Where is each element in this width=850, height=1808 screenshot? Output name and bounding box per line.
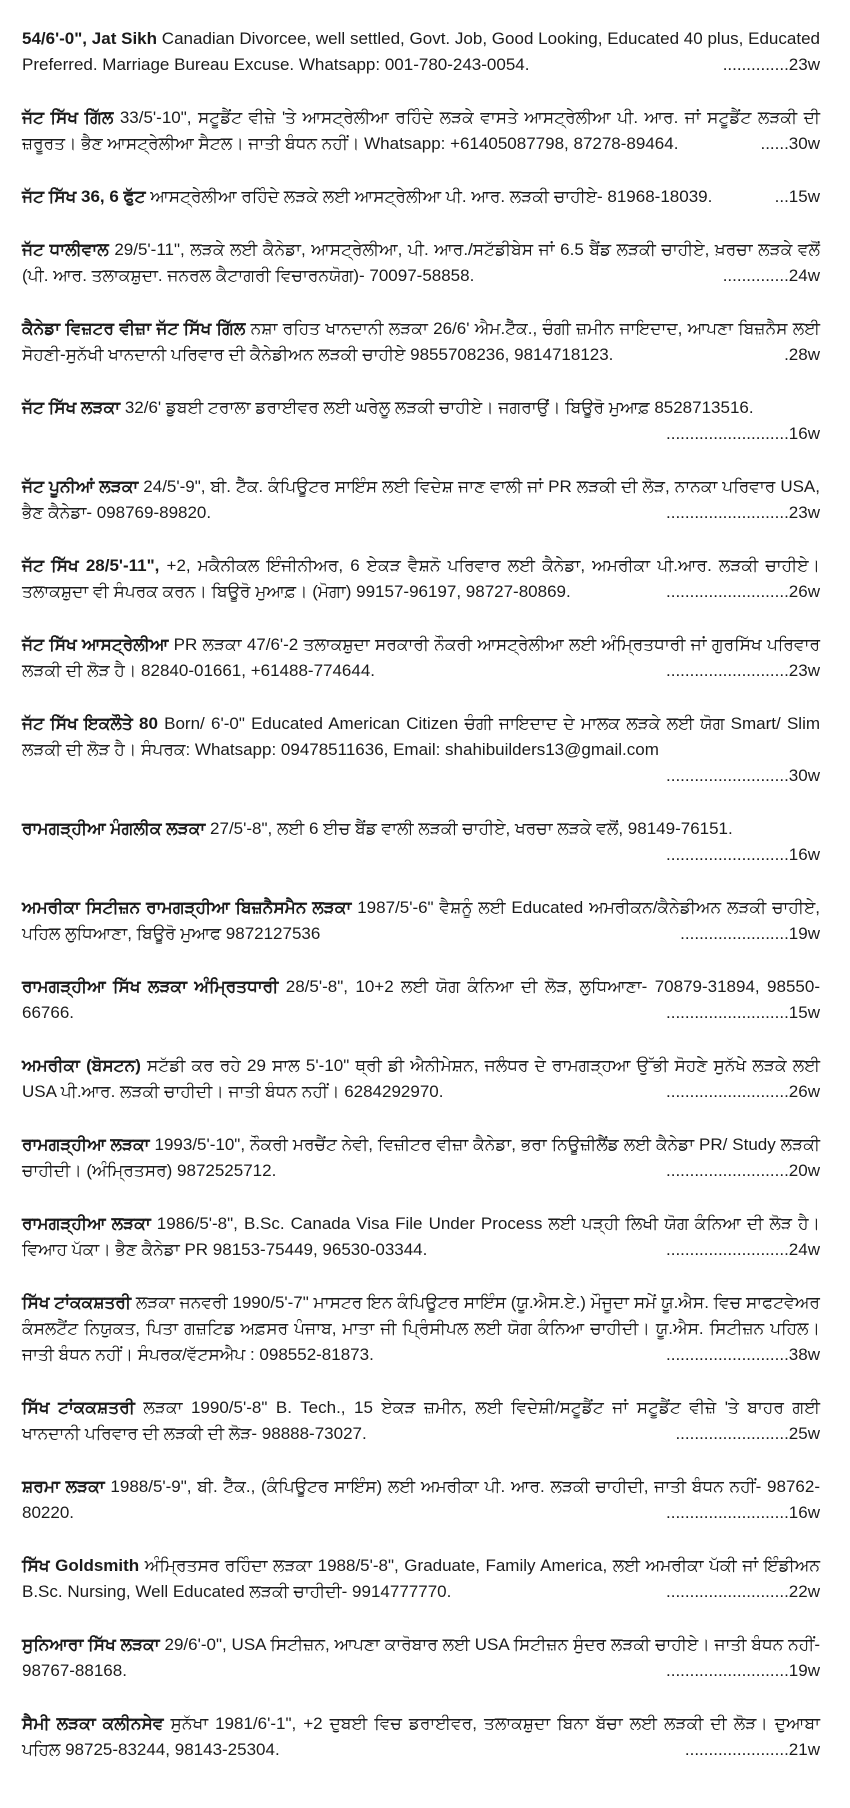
classified-ad: [22, 105, 820, 157]
classified-ad: [22, 816, 820, 868]
ad-word-count: ..............23w: [722, 55, 820, 74]
classified-ad: [22, 974, 820, 1026]
ad-lead-text: ਜੱਟ ਸਿੱਖ ਗਿੱਲ: [22, 108, 114, 127]
ad-word-count: ..........................15w: [666, 1003, 820, 1022]
ad-body-text: ਨਸ਼ਾ ਰਹਿਤ ਖਾਨਦਾਨੀ ਲੜਕਾ 26/6' ਐਮ.ਟੈੱਕ., ਚੰਗੀ ਜ਼ਮੀਨ ਜਾਇਦਾਦ, ਆਪਣਾ ਬਿਜ਼ਨੈਸ ਲਈ ਸੋਹਣੀ-ਸੁਨੱਖੀ ਖਾਨਦਾਨੀ ਪਰਿਵਾਰ ਦੀ ਕੈਨੇਡੀਅਨ ਲੜਕੀ ਚਾਹੀਏ 9855708236, 9814718123.: [22, 319, 820, 364]
classified-ad: [22, 1395, 820, 1447]
ad-body-text: 1993/5'-10", ਨੌਕਰੀ ਮਰਚੈਂਟ ਨੇਵੀ, ਵਿਜ਼ੀਟਰ ਵੀਜ਼ਾ ਕੈਨੇਡਾ, ਭਰਾ ਨਿਊਜ਼ੀਲੈਂਡ ਲਈ ਕੈਨੇਡਾ PR/ Study ਲੜਕੀ ਚਾਹੀਦੀ। (ਅੰਮ੍ਰਿਤਸਰ) 9872525712.: [22, 1135, 820, 1180]
ad-lead-text: 54/6'-0", Jat Sikh: [22, 29, 158, 48]
ad-word-count: ..........................16w: [666, 1503, 820, 1522]
classified-ad: [22, 237, 820, 289]
ad-body-text: ਸਟੱਡੀ ਕਰ ਰਹੇ 29 ਸਾਲ 5'-10" ਥ੍ਰੀ ਡੀ ਐਨੀਮੇਸ਼ਨ, ਜਲੰਧਰ ਦੇ ਰਾਮਗੜ੍ਹਆ ਉੱਭੀ ਸੋਹਣੇ ਸੁਨੱਖੇ ਲੜਕੇ ਲਈ USA ਪੀ.ਆਰ. ਲੜਕੀ ਚਾਹੀਦੀ। ਜਾਤੀ ਬੰਧਨ ਨਹੀਂ। 6284292970.: [22, 1056, 820, 1101]
ad-word-count: ......................21w: [684, 1740, 820, 1759]
classified-ad: [22, 1211, 820, 1263]
ad-body-text: Canadian Divorcee, well settled, Govt. Job, Good Looking, Educated 40 plus, Educated Preferred. Marriage Bureau Excuse. Whatsapp: 001-780-243-0054.: [22, 29, 820, 74]
ad-word-count: ..........................23w: [666, 661, 820, 680]
ad-lead-text: ਰਾਮਗੜ੍ਹੀਆ ਲੜਕਾ: [22, 1135, 150, 1154]
ad-lead-text: ਰਾਮਗੜ੍ਹੀਆ ਲੜਕਾ: [22, 1214, 151, 1233]
ad-word-count: ..........................38w: [666, 1345, 820, 1364]
classified-ad: [22, 711, 820, 789]
ad-lead-text: ਜੱਟ ਪੂਨੀਆਂ ਲੜਕਾ: [22, 477, 139, 496]
classified-ad: [22, 553, 820, 605]
classified-ad: [22, 1053, 820, 1105]
ad-body-text: PR ਲੜਕਾ 47/6'-2 ਤਲਾਕਸ਼ੁਦਾ ਸਰਕਾਰੀ ਨੌਕਰੀ ਆਸਟ੍ਰੇਲੀਆ ਲਈ ਅੰਮ੍ਰਿਤਧਾਰੀ ਜਾਂ ਗੁਰਸਿੱਖ ਪਰਿਵਾਰ ਲੜਕੀ ਦੀ ਲੋੜ ਹੈ। 82840-01661, +61488-774644.: [22, 635, 820, 680]
ad-body-text: ਲੜਕਾ 1990/5'-8" B. Tech., 15 ਏਕੜ ਜ਼ਮੀਨ, ਲਈ ਵਿਦੇਸ਼ੀ/ਸਟੂਡੈਂਟ ਜਾਂ ਸਟੂਡੈਂਟ ਵੀਜ਼ੇ 'ਤੇ ਬਾਹਰ ਗਈ ਖਾਨਦਾਨੀ ਪਰਿਵਾਰ ਦੀ ਲੜਕੀ ਦੀ ਲੋੜ- 98888-73027.: [22, 1398, 820, 1443]
ad-body-text: 1987/5'-6" ਵੈਸ਼ਨੂੰ ਲਈ Educated ਅਮਰੀਕਨ/ਕੈਨੇਡੀਅਨ ਲੜਕੀ ਚਾਹੀਏ, ਪਹਿਲ ਲੁਧਿਆਣਾ, ਬਿਊਰੋ ਮੁਆਫ 9872127536: [22, 898, 821, 943]
ad-body-text: ਅੰਮ੍ਰਿਤਸਰ ਰਹਿੰਦਾ ਲੜਕਾ 1988/5'-8", Graduate, Family America, ਲਈ ਅਮਰੀਕਾ ਪੱਕੀ ਜਾਂ ਇੰਡੀਅਨ B.Sc. Nursing, Well Educated ਲੜਕੀ ਚਾਹੀਦੀ- 9914777770.: [22, 1556, 820, 1601]
ad-body-text: Born/ 6'-0" Educated American Citizen ਚੰਗੀ ਜਾਇਦਾਦ ਦੇ ਮਾਲਕ ਲੜਕੇ ਲਈ ਯੋਗ Smart/ Slim ਲੜਕੀ ਦੀ ਲੋੜ ਹੈ। ਸੰਪਰਕ: Whatsapp: 09478511636, Email: shahibuilders13@gmail.com: [22, 714, 821, 759]
ad-word-count: ..........................16w: [666, 424, 820, 443]
ad-word-count: ..........................24w: [666, 1240, 820, 1259]
ad-word-count: ..........................19w: [666, 1661, 820, 1680]
ad-word-count: ..........................30w: [666, 766, 820, 785]
ad-word-count: ..........................22w: [666, 1582, 820, 1601]
ad-body-text: 24/5'-9", ਬੀ. ਟੈੱਕ. ਕੰਪਿਊਟਰ ਸਾਇੰਸ ਲਈ ਵਿਦੇਸ਼ ਜਾਣ ਵਾਲੀ ਜਾਂ PR ਲੜਕੀ ਦੀ ਲੋੜ, ਨਾਨਕਾ ਪਰਿਵਾਰ USA, ਭੈਣ ਕੈਨੇਡਾ- 098769-89820.: [22, 477, 820, 522]
classified-ad: [22, 1632, 820, 1684]
ad-body-text: 29/5'-11", ਲੜਕੇ ਲਈ ਕੈਨੇਡਾ, ਆਸਟ੍ਰੇਲੀਆ, ਪੀ. ਆਰ./ਸਟੱਡੀਬੇਸ ਜਾਂ 6.5 ਬੈਂਡ ਲੜਕੀ ਚਾਹੀਏ, ਖ਼ਰਚਾ ਲੜਕੇ ਵਲੋਂ (ਪੀ. ਆਰ. ਤਲਾਕਸ਼ੁਦਾ. ਜਨਰਲ ਕੈਟਾਗਰੀ ਵਿਚਾਰਨਯੋਗ)- 70097-58858.: [22, 240, 821, 285]
classified-ad: [22, 316, 820, 368]
ad-word-count: ..........................26w: [666, 582, 820, 601]
ad-lead-text: ਸੁਨਿਆਰਾ ਸਿੱਖ ਲੜਕਾ: [22, 1635, 160, 1654]
classified-ad: [22, 395, 820, 447]
lead-body-space: [159, 556, 166, 575]
ad-lead-text: ਜੱਟ ਸਿੱਖ ਇਕਲੌਤੇ 80: [22, 714, 158, 733]
ad-lead-text: ਰਾਮਗੜ੍ਹੀਆ ਸਿੱਖ ਲੜਕਾ ਅੰਮ੍ਰਿਤਧਾਰੀ: [22, 977, 279, 996]
ad-lead-text: ਸ਼ਰਮਾ ਲੜਕਾ: [22, 1477, 105, 1496]
ad-body-text: ਲੜਕਾ ਜਨਵਰੀ 1990/5'-7" ਮਾਸਟਰ ਇਨ ਕੰਪਿਊਟਰ ਸਾਇੰਸ (ਯੂ.ਐਸ.ਏ.) ਮੌਜੂਦਾ ਸਮੇਂ ਯੂ.ਐਸ. ਵਿਚ ਸਾਫਟਵੇਅਰ ਕੰਸਲਟੈਂਟ ਨਿਯੁਕਤ, ਪਿਤਾ ਗਜ਼ਟਿਡ ਅਫ਼ਸਰ ਪੰਜਾਬ, ਮਾਤਾ ਜੀ ਪ੍ਰਿੰਸੀਪਲ ਲਈ ਯੋਗ ਕੰਨਿਆ ਚਾਹੀਦੀ। ਯੂ.ਐਸ. ਸਿਟੀਜ਼ਨ ਪਹਿਲ। ਜਾਤੀ ਬੰਧਨ ਨਹੀਂ। ਸੰਪਰਕ/ਵੱਟਸਐਪ : 098552-81873.: [22, 1293, 820, 1364]
ad-body-text: 33/5'-10", ਸਟੂਡੈਂਟ ਵੀਜ਼ੇ 'ਤੇ ਆਸਟ੍ਰੇਲੀਆ ਰਹਿੰਦੇ ਲੜਕੇ ਵਾਸਤੇ ਆਸਟ੍ਰੇਲੀਆ ਪੀ. ਆਰ. ਜਾਂ ਸਟੂਡੈਂਟ ਲੜਕੀ ਦੀ ਜ਼ਰੂਰਤ। ਭੈਣ ਆਸਟ੍ਰੇਲੀਆ ਸੈਟਲ। ਜਾਤੀ ਬੰਧਨ ਨਹੀਂ। Whatsapp: +61405087798, 87278-89464.: [22, 108, 820, 153]
classified-ad: [22, 1553, 820, 1605]
ad-body-text: 27/5'-8", ਲਈ 6 ਈਚ ਬੈਂਡ ਵਾਲੀ ਲੜਕੀ ਚਾਹੀਏ, ਖਰਚਾ ਲੜਕੇ ਵਲੋਂ, 98149-76151.: [210, 819, 733, 838]
ad-lead-text: ਸੈਮੀ ਲੜਕਾ ਕਲੀਨਸੇਵ: [22, 1714, 164, 1733]
ad-word-count: ...15w: [774, 187, 820, 206]
ad-word-count: ..............24w: [722, 266, 820, 285]
ad-lead-text: ਅਮਰੀਕਾ (ਬੋਸਟਨ): [22, 1056, 141, 1075]
ad-lead-text: ਸਿੱਖ ਟਾਂਕਕਸ਼ਤਰੀ: [22, 1398, 135, 1417]
ad-lead-text: ਰਾਮਗੜ੍ਹੀਆ ਮੰਗਲੀਕ ਲੜਕਾ: [22, 819, 206, 838]
lead-body-space: [278, 977, 285, 996]
classified-ad: [22, 632, 820, 684]
ad-lead-text: ਜੱਟ ਸਿੱਖ ਲੜਕਾ: [22, 398, 121, 417]
ad-lead-text: ਸਿੱਖ ਟਾਂਕਕਸ਼ਤਰੀ: [22, 1293, 132, 1312]
lead-body-space: [163, 1714, 170, 1733]
ad-lead-text: ਅਮਰੀਕਾ ਸਿਟੀਜ਼ਨ ਰਾਮਗੜ੍ਹੀਆ ਬਿਜ਼ਨੈਸਮੈਨ ਲੜਕਾ: [22, 898, 352, 917]
ad-word-count: .28w: [784, 345, 820, 364]
ad-word-count: ..........................23w: [666, 503, 820, 522]
ad-lead-text: ਸਿੱਖ Goldsmith: [22, 1556, 140, 1575]
classified-ad: [22, 184, 820, 210]
classified-ad: [22, 26, 820, 78]
ad-word-count: ..........................16w: [666, 845, 820, 864]
ad-body-text: ਆਸਟ੍ਰੇਲੀਆ ਰਹਿੰਦੇ ਲੜਕੇ ਲਈ ਆਸਟ੍ਰੇਲੀਆ ਪੀ. ਆਰ. ਲੜਕੀ ਚਾਹੀਏ- 81968-18039.: [150, 187, 713, 206]
ad-body-text: +2, ਮਕੈਨੀਕਲ ਇੰਜੀਨੀਅਰ, 6 ਏਕੜ ਵੈਸ਼ਨੋ ਪਰਿਵਾਰ ਲਈ ਕੈਨੇਡਾ, ਅਮਰੀਕਾ ਪੀ.ਆਰ. ਲੜਕੀ ਚਾਹੀਏ। ਤਲਾਕਸ਼ੁਦਾ ਵੀ ਸੰਪਰਕ ਕਰਨ। ਬਿਊਰੋ ਮੁਆਫ਼। (ਮੋਗਾ) 99157-96197, 98727-80869.: [22, 556, 820, 601]
ad-word-count: ..........................26w: [666, 1082, 820, 1101]
ad-word-count: .......................19w: [680, 924, 820, 943]
ad-lead-text: ਜੱਟ ਧਾਲੀਵਾਲ: [22, 240, 109, 259]
classified-ad: [22, 895, 820, 947]
ad-body-text: ਸੁਨੱਖਾ 1981/6'-1", +2 ਦੁਬਈ ਵਿਚ ਡਰਾਈਵਰ, ਤਲਾਕਸ਼ੁਦਾ ਬਿਨਾ ਬੱਚਾ ਲਈ ਲੜਕੀ ਦੀ ਲੋੜ। ਦੁਆਬਾ ਪਹਿਲ 98725-83244, 98143-25304.: [22, 1714, 820, 1759]
classified-ad: [22, 1132, 820, 1184]
ad-body-text: 1988/5'-9", ਬੀ. ਟੈੱਕ., (ਕੰਪਿਊਟਰ ਸਾਇੰਸ) ਲਈ ਅਮਰੀਕਾ ਪੀ. ਆਰ. ਲੜਕੀ ਚਾਹੀਦੀ, ਜਾਤੀ ਬੰਧਨ ਨਹੀਂ- 98762-80220.: [22, 1477, 820, 1522]
ad-lead-text: ਕੈਨੇਡਾ ਵਿਜ਼ਟਰ ਵੀਜ਼ਾ ਜੱਟ ਸਿੱਖ ਗਿੱਲ: [22, 319, 246, 338]
ad-lead-text: ਜੱਟ ਸਿੱਖ 36, 6 ਫੁੱਟ: [22, 187, 146, 206]
ad-body-text: 29/6'-0", USA ਸਿਟੀਜ਼ਨ, ਆਪਣਾ ਕਾਰੋਬਾਰ ਲਈ USA ਸਿਟੀਜ਼ਨ ਸੁੰਦਰ ਲੜਕੀ ਚਾਹੀਏ। ਜਾਤੀ ਬੰਧਨ ਨਹੀਂ- 98767-88168.: [22, 1635, 820, 1680]
ad-body-text: 1986/5'-8", B.Sc. Canada Visa File Under Process ਲਈ ਪੜ੍ਹੀ ਲਿਖੀ ਯੋਗ ਕੰਨਿਆ ਦੀ ਲੋੜ ਹੈ। ਵਿਆਹ ਪੱਕਾ। ਭੈਣ ਕੈਨੇਡਾ PR 98153-75449, 96530-03344.: [22, 1214, 820, 1259]
ad-body-text: 28/5'-8", 10+2 ਲਈ ਯੋਗ ਕੰਨਿਆ ਦੀ ਲੋੜ, ਲੁਧਿਆਣਾ- 70879-31894, 98550-66766.: [22, 977, 820, 1022]
classified-ads-list: [22, 26, 820, 1763]
classified-ad: [22, 1474, 820, 1526]
ad-lead-text: ਜੱਟ ਸਿੱਖ ਆਸਟ੍ਰੇਲੀਆ: [22, 635, 169, 654]
ad-lead-text: ਜੱਟ ਸਿੱਖ 28/5'-11",: [22, 556, 160, 575]
ad-word-count: ........................25w: [675, 1424, 820, 1443]
classified-ad: [22, 474, 820, 526]
ad-word-count: ......30w: [760, 134, 820, 153]
ad-word-count: ..........................20w: [666, 1161, 820, 1180]
classified-ad: [22, 1711, 820, 1763]
ad-body-text: 32/6' ਡੁਬਈ ਟਰਾਲਾ ਡਰਾਈਵਰ ਲਈ ਘਰੇਲੂ ਲੜਕੀ ਚਾਹੀਏ। ਜਗਰਾਉਂ। ਬਿਊਰੋ ਮੁਆਫ਼ 8528713516.: [124, 398, 754, 417]
classified-ad: [22, 1290, 820, 1368]
